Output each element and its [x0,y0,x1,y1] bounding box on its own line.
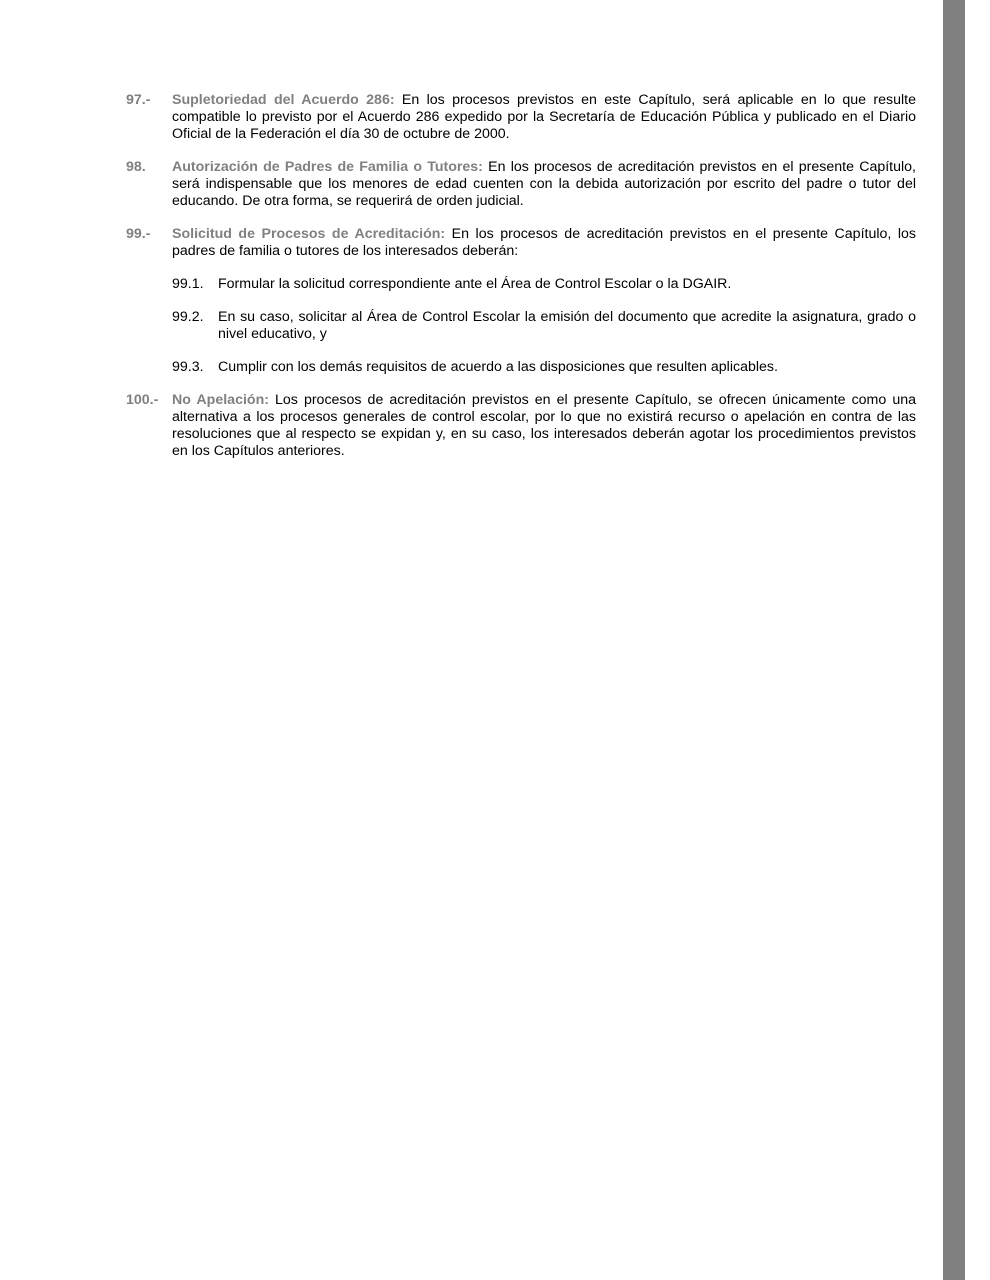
article-text: En los procesos previstos en este Capítulo, será aplicable en lo que resulte compatible lo previsto por el Acuerdo 286 expedido por la Secretaría de Educación Pública y publicado en el Diario Oficial de la Federación el día 30 de octubre de 2000. [172,92,916,142]
article-text: Los procesos de acreditación previstos en el presente Capítulo, se ofrecen únicamente como una alternativa a los procesos generales de control escolar, por lo que no existirá recurso o apelación en contra de las resoluciones que al respecto se expidan y, en su caso, los interesados deberán agotar los procedimientos previstos en los Capítulos anteriores. [172,392,916,459]
subitem-number: 99.2. [172,309,204,325]
article-title: Supletoriedad del Acuerdo 286: [172,92,395,108]
article-number: 100.- [126,392,159,408]
article-number: 99.- [126,226,151,242]
article-97 [126,92,916,143]
document-content [126,92,916,476]
article-title: No Apelación: [172,392,269,408]
subitem-99-2 [172,309,916,343]
article-number: 98. [126,159,146,175]
article-98 [126,159,916,210]
article-body [172,392,916,460]
article-100 [126,392,916,460]
subitem-number: 99.1. [172,276,204,292]
subitem-text: Cumplir con los demás requisitos de acuerdo a las disposiciones que resulten aplicables. [218,359,778,375]
article-text: En los procesos de acreditación previstos en el presente Capítulo, los padres de familia o tutores de los interesados deberán: [172,226,916,259]
article-number: 97.- [126,92,151,108]
article-body [172,92,916,143]
article-text: En los procesos de acreditación previstos en el presente Capítulo, será indispensable que los menores de edad cuenten con la debida autorización por escrito del padre o tutor del educando. De otra forma, se requerirá de orden judicial. [172,159,916,209]
article-99-subitems [172,276,916,376]
article-body [172,159,916,210]
subitem-99-3 [172,359,916,376]
subitem-text: Formular la solicitud correspondiente ante el Área de Control Escolar o la DGAIR. [218,276,732,292]
page-side-bar [943,0,965,1280]
subitem-text: En su caso, solicitar al Área de Control Escolar la emisión del documento que acredite la asignatura, grado o nivel educativo, y [218,309,916,342]
subitem-number: 99.3. [172,359,204,375]
article-body [172,226,916,260]
subitem-99-1 [172,276,916,293]
article-title: Solicitud de Procesos de Acreditación: [172,226,446,242]
article-title: Autorización de Padres de Familia o Tutores: [172,159,483,175]
article-99 [126,226,916,260]
